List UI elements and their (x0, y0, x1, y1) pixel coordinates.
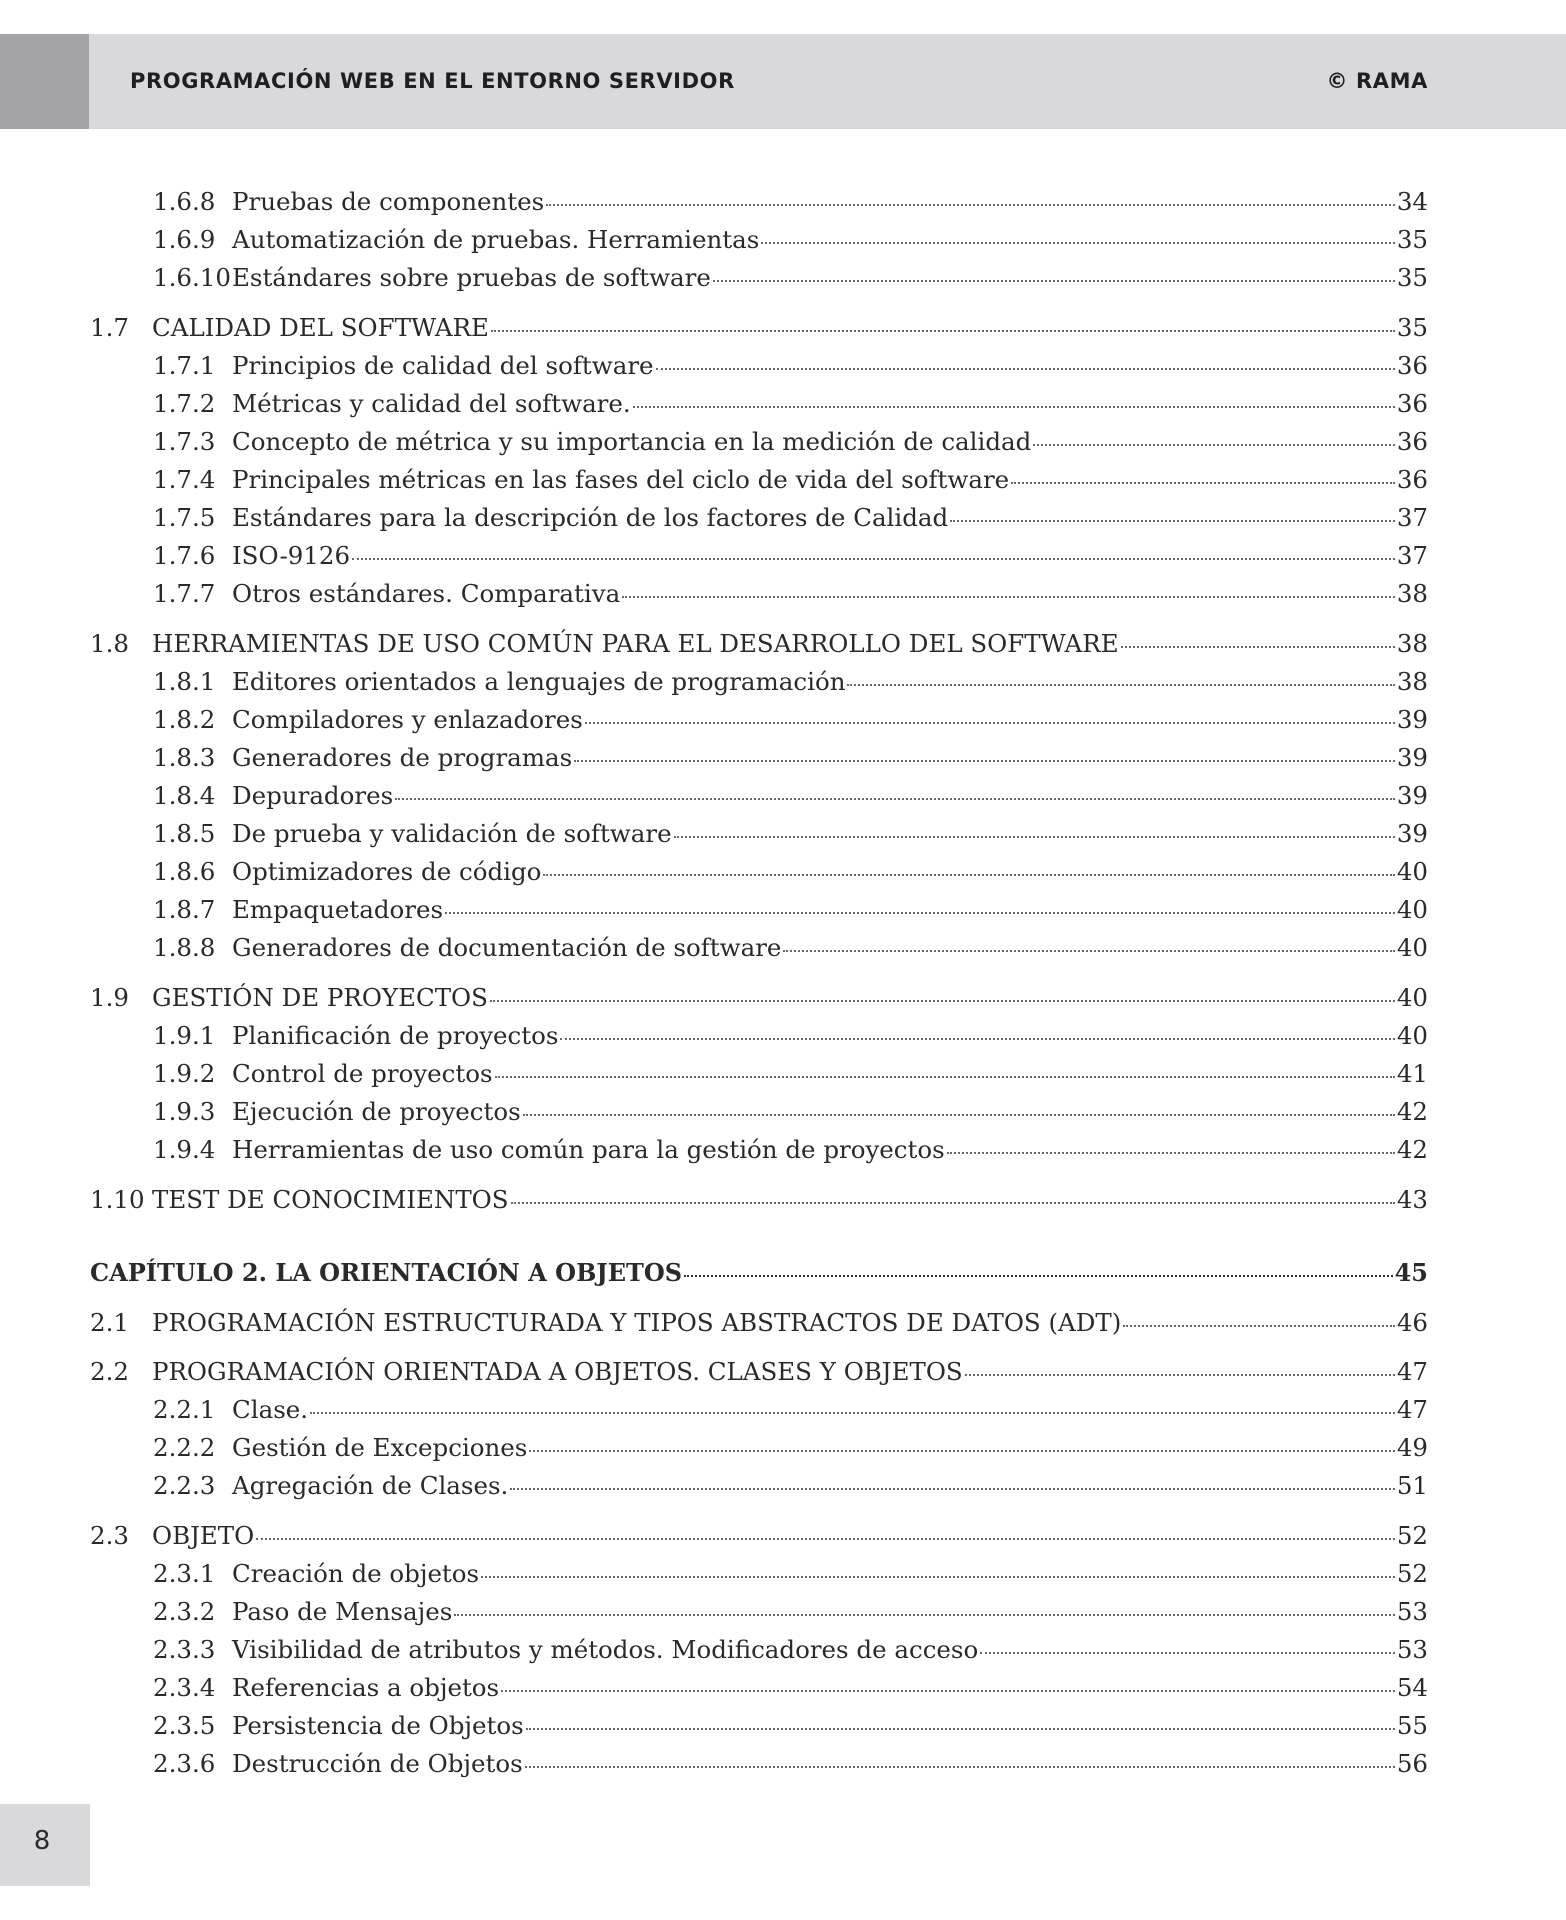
toc-entry-number: 1.7.1 (153, 351, 216, 380)
toc-entry-title: Paso de Mensajes (232, 1597, 453, 1626)
toc-entry-number: 1.7.7 (153, 579, 216, 608)
toc-entry-page: 47 (1396, 1357, 1428, 1386)
toc-entry-title: De prueba y validación de software (232, 819, 672, 848)
toc-entry (153, 1095, 1428, 1129)
toc-entry-page: 39 (1396, 705, 1428, 734)
toc-entry-title: Planificación de proyectos (232, 1021, 559, 1050)
toc-entry-number: 2.3 (90, 1521, 129, 1550)
toc-entry (153, 779, 1428, 813)
toc-entry-number: 1.7.4 (153, 465, 216, 494)
dot-leader (1033, 443, 1395, 446)
toc-entry-title: Automatización de pruebas. Herramientas (232, 225, 760, 254)
dot-leader (525, 1765, 1395, 1768)
running-header-title: PROGRAMACIÓN WEB EN EL ENTORNO SERVIDOR (130, 69, 735, 93)
toc-entry-number: 1.9.3 (153, 1097, 216, 1126)
toc-entry-page: 49 (1396, 1433, 1428, 1462)
toc-entry-number: 2.3.3 (153, 1635, 216, 1664)
toc-entry-number: 2.1 (90, 1308, 129, 1337)
toc-entry-number: 2.2.3 (153, 1471, 216, 1500)
dot-leader (510, 1487, 1394, 1490)
dot-leader (526, 1727, 1395, 1730)
toc-entry (153, 855, 1428, 889)
toc-entry (153, 1133, 1428, 1167)
dot-leader (950, 519, 1395, 522)
toc-entry-page: 52 (1396, 1559, 1428, 1588)
toc-entry-number: 1.9.1 (153, 1021, 216, 1050)
toc-entry-title: Depuradores (232, 781, 394, 810)
toc-entry-page: 40 (1396, 1021, 1428, 1050)
toc-entry (153, 1747, 1428, 1781)
toc-entry-title: HERRAMIENTAS DE USO COMÚN PARA EL DESARROLLO DEL SOFTWARE (152, 629, 1119, 658)
toc-entry-title: Pruebas de componentes (232, 187, 545, 216)
toc-entry-title: Concepto de métrica y su importancia en la medición de calidad (232, 427, 1032, 456)
toc-entry (153, 223, 1428, 257)
toc-entry-page: 38 (1396, 629, 1428, 658)
toc-entry-number: 1.6.10 (153, 263, 231, 292)
toc-entry (90, 311, 1428, 345)
toc-entry-page: 40 (1396, 857, 1428, 886)
toc-entry-title: Clase. (232, 1395, 309, 1424)
toc-entry-title: Principales métricas en las fases del ciclo de vida del software (232, 465, 1010, 494)
toc-entry-title: Compiladores y enlazadores (232, 705, 583, 734)
toc-entry-title: Herramientas de uso común para la gestión de proyectos (232, 1135, 945, 1164)
dot-leader (980, 1651, 1395, 1654)
dot-leader (395, 797, 1395, 800)
toc-entry-title: Visibilidad de atributos y métodos. Modificadores de acceso (232, 1635, 979, 1664)
dot-leader (656, 367, 1395, 370)
toc-entry-title: PROGRAMACIÓN ESTRUCTURADA Y TIPOS ABSTRACTOS DE DATOS (ADT) (152, 1308, 1122, 1337)
toc-entry-page: 41 (1396, 1059, 1428, 1088)
dot-leader (622, 595, 1395, 598)
dot-leader (481, 1575, 1395, 1578)
toc-entry-page: 56 (1396, 1749, 1428, 1778)
running-header-publisher: © RAMA (1326, 69, 1428, 93)
toc-entry-number: 1.8.8 (153, 933, 216, 962)
toc-entry-number: 1.7.5 (153, 503, 216, 532)
dot-leader (529, 1449, 1394, 1452)
toc-entry (153, 539, 1428, 573)
toc-entry-title: PROGRAMACIÓN ORIENTADA A OBJETOS. CLASES Y OBJETOS (152, 1357, 963, 1386)
dot-leader (947, 1151, 1395, 1154)
toc-entry-number: 2.3.6 (153, 1749, 216, 1778)
dot-leader (783, 949, 1394, 952)
toc-entry-number: 1.7.6 (153, 541, 216, 570)
toc-entry-page: 37 (1396, 541, 1428, 570)
toc-entry-number: 2.2.1 (153, 1395, 216, 1424)
dot-leader (560, 1037, 1394, 1040)
dot-leader (965, 1373, 1395, 1376)
toc-entry (90, 1183, 1428, 1217)
toc-entry-page: 38 (1396, 579, 1428, 608)
toc-entry (153, 1393, 1428, 1427)
toc-entry (90, 627, 1428, 661)
dot-leader (501, 1689, 1395, 1692)
dot-leader (1121, 645, 1395, 648)
toc-entry-page: 40 (1396, 895, 1428, 924)
toc-entry-number: 1.8.7 (153, 895, 216, 924)
dot-leader (633, 405, 1395, 408)
dot-leader (761, 241, 1394, 244)
toc-entry-number: 1.8.6 (153, 857, 216, 886)
toc-entry-title: Gestión de Excepciones (232, 1433, 528, 1462)
toc-entry-page: 54 (1396, 1673, 1428, 1702)
toc-entry-number: 1.7.3 (153, 427, 216, 456)
toc-entry-number: 2.2 (90, 1357, 129, 1386)
toc-entry-title: Ejecución de proyectos (232, 1097, 521, 1126)
dot-leader (847, 683, 1394, 686)
toc-entry (153, 1595, 1428, 1629)
toc-entry (90, 1306, 1428, 1340)
toc-entry-page: 38 (1396, 667, 1428, 696)
toc-entry-title: Principios de calidad del software (232, 351, 654, 380)
toc-entry-page: 53 (1396, 1635, 1428, 1664)
toc-entry-number: 2.3.2 (153, 1597, 216, 1626)
toc-entry (153, 1633, 1428, 1667)
page-number: 8 (33, 1826, 51, 1856)
toc-entry-title: Estándares sobre pruebas de software (232, 263, 711, 292)
toc-entry (153, 1671, 1428, 1705)
dot-leader (490, 999, 1395, 1002)
dot-leader (713, 279, 1395, 282)
toc-entry (153, 425, 1428, 459)
toc-entry-page: 42 (1396, 1097, 1428, 1126)
toc-entry-title: Estándares para la descripción de los factores de Calidad (232, 503, 949, 532)
dot-leader (543, 873, 1394, 876)
toc-entry-number: 1.10 (90, 1185, 145, 1214)
toc-entry-title: CAPÍTULO 2. LA ORIENTACIÓN A OBJETOS (90, 1258, 683, 1287)
toc-entry-page: 34 (1396, 187, 1428, 216)
toc-entry (153, 931, 1428, 965)
toc-entry-page: 36 (1396, 427, 1428, 456)
toc-entry-title: Empaquetadores (232, 895, 444, 924)
toc-entry-title: ISO-9126 (232, 541, 351, 570)
toc-entry-title: Control de proyectos (232, 1059, 493, 1088)
toc-entry (153, 387, 1428, 421)
dot-leader (546, 203, 1395, 206)
toc-entry (153, 463, 1428, 497)
toc-entry (153, 577, 1428, 611)
toc-entry (153, 1057, 1428, 1091)
toc-entry-page: 37 (1396, 503, 1428, 532)
toc-entry (153, 1709, 1428, 1743)
toc-entry-number: 2.2.2 (153, 1433, 216, 1462)
toc-entry-title: Editores orientados a lenguajes de programación (232, 667, 846, 696)
toc-entry-title: Optimizadores de código (232, 857, 542, 886)
dot-leader (574, 759, 1395, 762)
toc-entry-page: 40 (1396, 933, 1428, 962)
dot-leader (1011, 481, 1395, 484)
toc-entry-page: 43 (1396, 1185, 1428, 1214)
toc-entry (90, 981, 1428, 1015)
toc-entry-title: Referencias a objetos (232, 1673, 500, 1702)
toc-entry-page: 39 (1396, 819, 1428, 848)
dot-leader (1123, 1324, 1395, 1327)
toc-entry-number: 1.7 (90, 313, 129, 342)
toc-entry-page: 55 (1396, 1711, 1428, 1740)
toc-entry (153, 817, 1428, 851)
toc-entry (153, 501, 1428, 535)
toc-entry-title: Otros estándares. Comparativa (232, 579, 621, 608)
toc-entry-page: 47 (1396, 1395, 1428, 1424)
toc-entry-number: 1.9 (90, 983, 129, 1012)
toc-entry-page: 39 (1396, 743, 1428, 772)
toc-entry-title: Generadores de documentación de software (232, 933, 782, 962)
toc-entry-page: 40 (1396, 983, 1428, 1012)
toc-entry-number: 1.8.3 (153, 743, 216, 772)
dot-leader (454, 1613, 1395, 1616)
dot-leader (585, 721, 1395, 724)
toc-entry-page: 46 (1396, 1308, 1428, 1337)
toc-entry-number: 1.8.5 (153, 819, 216, 848)
toc-entry-title: GESTIÓN DE PROYECTOS (152, 983, 488, 1012)
toc-entry-number: 1.9.2 (153, 1059, 216, 1088)
toc-entry-number: 1.7.2 (153, 389, 216, 418)
dot-leader (523, 1113, 1395, 1116)
toc-entry-title: OBJETO (152, 1521, 255, 1550)
toc-entry-page: 52 (1396, 1521, 1428, 1550)
dot-leader (352, 557, 1395, 560)
toc-entry (153, 893, 1428, 927)
dot-leader (310, 1411, 1395, 1414)
toc-entry-number: 1.8.1 (153, 667, 216, 696)
toc-entry (153, 1557, 1428, 1591)
toc-entry-page: 45 (1394, 1258, 1428, 1287)
toc-entry-number: 1.8 (90, 629, 129, 658)
toc-entry-title: Destrucción de Objetos (232, 1749, 523, 1778)
toc-entry-number: 2.3.4 (153, 1673, 216, 1702)
toc-entry-page: 36 (1396, 351, 1428, 380)
toc-entry-title: Métricas y calidad del software. (232, 389, 631, 418)
toc-entry (153, 1469, 1428, 1503)
toc-entry-number: 2.3.5 (153, 1711, 216, 1740)
toc-entry-page: 35 (1396, 313, 1428, 342)
toc-entry-page: 36 (1396, 465, 1428, 494)
toc-entry-number: 1.9.4 (153, 1135, 216, 1164)
dot-leader (445, 911, 1395, 914)
dot-leader (674, 835, 1395, 838)
toc-entry (90, 1519, 1428, 1553)
toc-entry-page: 42 (1396, 1135, 1428, 1164)
dot-leader (684, 1274, 1392, 1277)
toc-entry (153, 185, 1428, 219)
toc-entry-title: Persistencia de Objetos (232, 1711, 524, 1740)
toc-entry-page: 51 (1396, 1471, 1428, 1500)
toc-entry-title: Creación de objetos (232, 1559, 480, 1588)
toc-entry-page: 35 (1396, 225, 1428, 254)
toc-entry-title: Agregación de Clases. (232, 1471, 509, 1500)
toc-entry (153, 1431, 1428, 1465)
toc-entry (153, 349, 1428, 383)
toc-entry-page: 53 (1396, 1597, 1428, 1626)
toc-entry (153, 1019, 1428, 1053)
toc-entry-number: 1.8.2 (153, 705, 216, 734)
toc-entry (153, 703, 1428, 737)
toc-entry (90, 1355, 1428, 1389)
toc-entry-page: 36 (1396, 389, 1428, 418)
toc-entry-title: CALIDAD DEL SOFTWARE (152, 313, 489, 342)
toc-entry (153, 741, 1428, 775)
dot-leader (491, 329, 1395, 332)
toc-entry-number: 2.3.1 (153, 1559, 216, 1588)
toc-entry-title: Generadores de programas (232, 743, 573, 772)
dot-leader (511, 1201, 1395, 1204)
toc-entry-number: 1.6.8 (153, 187, 216, 216)
dot-leader (495, 1075, 1395, 1078)
toc-entry-number: 1.8.4 (153, 781, 216, 810)
toc-chapter-entry (90, 1256, 1428, 1290)
toc-entry (153, 665, 1428, 699)
toc-entry (153, 261, 1428, 295)
toc-entry-title: TEST DE CONOCIMIENTOS (152, 1185, 509, 1214)
dot-leader (256, 1537, 1395, 1540)
toc-entry-page: 39 (1396, 781, 1428, 810)
toc-entry-number: 1.6.9 (153, 225, 216, 254)
toc-entry-page: 35 (1396, 263, 1428, 292)
